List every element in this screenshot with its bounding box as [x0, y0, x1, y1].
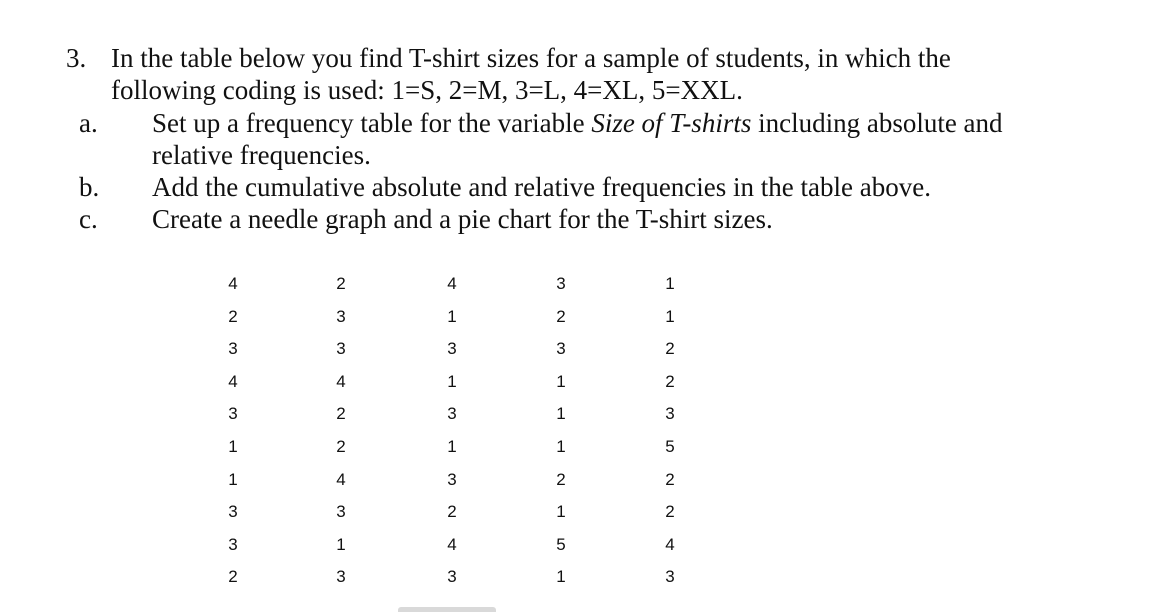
part-a-label: a. — [79, 108, 98, 138]
data-cell: 3 — [556, 274, 566, 293]
data-cell: 1 — [556, 371, 566, 391]
data-cell: 4 — [447, 274, 457, 293]
part-b-label: b. — [79, 172, 100, 202]
part-b-text: Add the cumulative absolute and relative frequencies in the table above. — [152, 172, 931, 202]
data-cell: 1 — [665, 274, 675, 293]
data-cell: 1 — [556, 404, 566, 424]
part-a-variable-name: Size of T-shirts — [591, 108, 752, 138]
data-cell: 2 — [665, 469, 675, 489]
part-a-text-after: including absolute and — [751, 108, 1003, 138]
data-cell: 2 — [336, 436, 346, 456]
data-cell: 4 — [228, 371, 238, 391]
data-cell: 2 — [447, 502, 457, 522]
data-cell: 2 — [665, 371, 675, 391]
data-cell: 3 — [228, 339, 238, 359]
data-cell: 2 — [228, 306, 238, 326]
data-cell: 3 — [447, 469, 457, 489]
data-cell: 1 — [556, 502, 566, 522]
data-cell: 1 — [447, 306, 457, 326]
data-cell: 1 — [447, 436, 457, 456]
data-cell: 4 — [336, 469, 346, 489]
part-a-text-line1 — [152, 107, 1003, 139]
data-cell: 3 — [228, 404, 238, 424]
data-cell: 1 — [556, 567, 566, 587]
data-cell: 2 — [228, 567, 238, 587]
scroll-indicator[interactable] — [398, 607, 496, 612]
data-cell: 2 — [556, 469, 566, 489]
data-cell: 1 — [228, 436, 238, 456]
data-cell: 2 — [336, 274, 346, 293]
question-intro-line2: following coding is used: 1=S, 2=M, 3=L, 4=XL, 5=XXL. — [111, 75, 743, 105]
data-cell: 3 — [447, 404, 457, 424]
data-cell: 3 — [447, 339, 457, 359]
data-cell: 1 — [447, 371, 457, 391]
data-cell: 1 — [336, 534, 346, 554]
data-cell: 4 — [336, 371, 346, 391]
data-cell: 3 — [447, 567, 457, 587]
data-cell: 5 — [665, 436, 675, 456]
data-cell: 2 — [665, 502, 675, 522]
data-cell: 3 — [665, 404, 675, 424]
data-cell: 3 — [665, 567, 675, 587]
data-cell: 3 — [336, 306, 346, 326]
data-cell: 4 — [665, 534, 675, 554]
data-cell: 4 — [228, 274, 238, 293]
data-cell: 1 — [556, 436, 566, 456]
data-cell: 1 — [228, 469, 238, 489]
data-column-4 — [541, 268, 581, 594]
data-cell: 1 — [665, 306, 675, 326]
data-cell: 3 — [556, 339, 566, 359]
data-cell: 3 — [336, 502, 346, 522]
data-cell: 3 — [228, 534, 238, 554]
question-intro-line1: In the table below you find T-shirt sizes for a sample of students, in which the — [111, 43, 951, 73]
part-c-label: c. — [79, 204, 98, 234]
data-column-3 — [432, 268, 472, 594]
data-cell: 3 — [336, 567, 346, 587]
data-column-1 — [213, 268, 253, 594]
data-column-5 — [650, 268, 690, 594]
data-cell: 3 — [336, 339, 346, 359]
data-cell: 2 — [556, 306, 566, 326]
data-column-2 — [321, 268, 361, 594]
data-cell: 3 — [228, 502, 238, 522]
data-cell: 2 — [336, 404, 346, 424]
part-c-text: Create a needle graph and a pie chart for the T-shirt sizes. — [152, 204, 773, 234]
data-cell: 4 — [447, 534, 457, 554]
part-a-text-before: Set up a frequency table for the variable — [152, 108, 592, 138]
question-number: 3. — [66, 43, 87, 73]
data-cell: 2 — [665, 339, 675, 359]
question-block — [0, 0, 1152, 240]
part-a-text-line2: relative frequencies. — [152, 140, 371, 170]
data-cell: 5 — [556, 534, 566, 554]
